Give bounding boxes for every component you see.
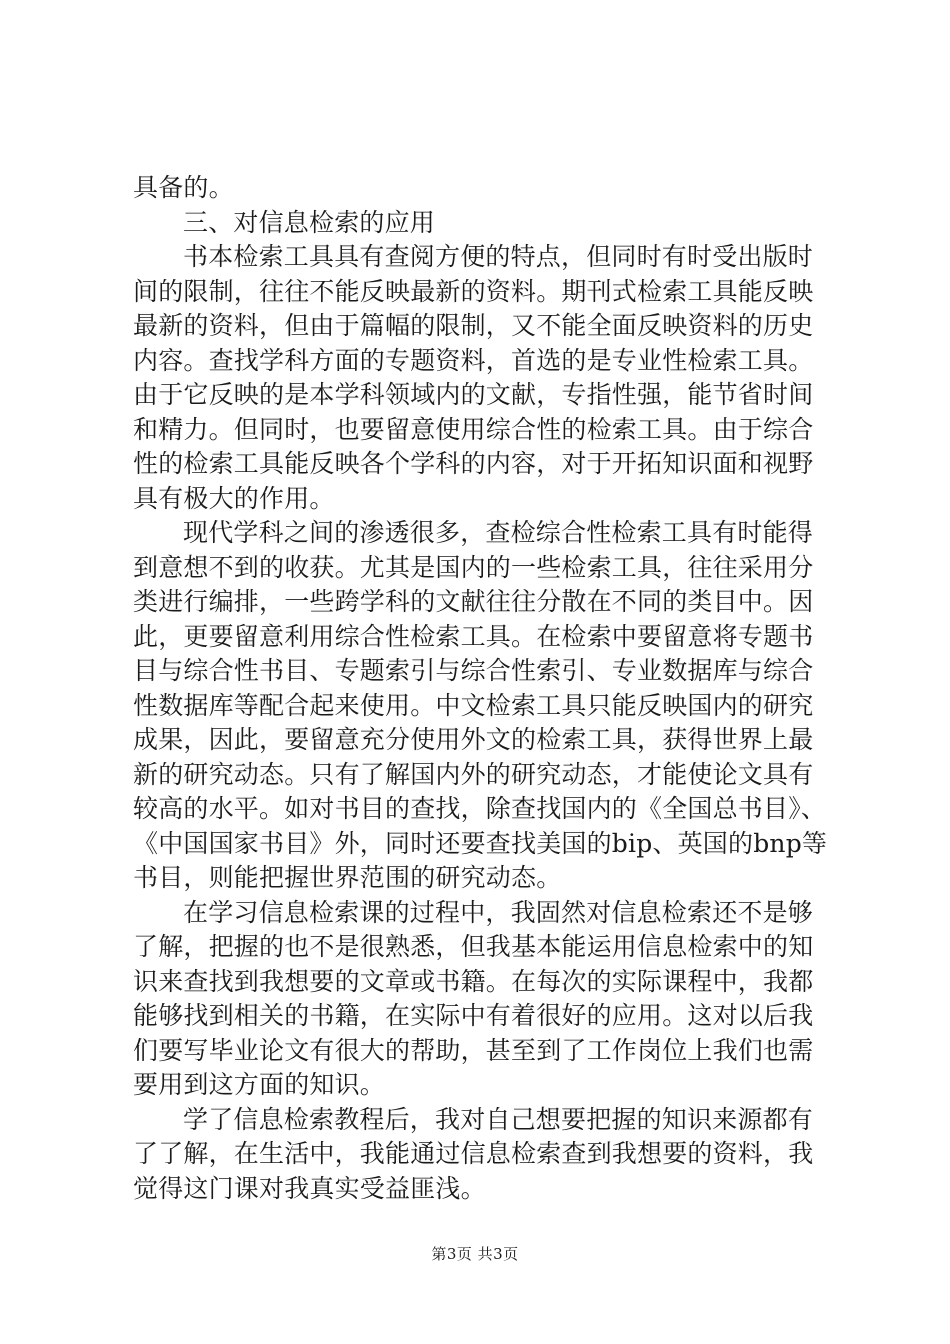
text-line: 和精力。但同时，也要留意使用综合性的检索工具。由于综合 bbox=[133, 414, 814, 444]
text-line: 到意想不到的收获。尤其是国内的一些检索工具，往往采用分 bbox=[133, 552, 814, 582]
text-line: 具备的。 bbox=[133, 173, 234, 202]
text-line: 较高的水平。如对书目的查找，除查找国内的《全国总书目》、 bbox=[133, 794, 827, 823]
text-line: 类进行编排，一些跨学科的文献往往分散在不同的类目中。因 bbox=[133, 587, 814, 616]
text-line: 《中国国家书目》外，同时还要查找美国的bip、英国的bnp等 bbox=[133, 828, 828, 858]
text-line: 目与综合性书目、专题索引与综合性索引、专业数据库与综合 bbox=[133, 656, 814, 685]
text-line: 学了信息检索教程后，我对自己想要把握的知识来源都有 bbox=[183, 1104, 814, 1134]
text-line: 新的研究动态。只有了解国内外的研究动态，才能使论文具有 bbox=[133, 759, 814, 789]
text-line: 成果，因此，要留意充分使用外文的检索工具，获得世界上最 bbox=[133, 725, 814, 754]
text-line: 具有极大的作用。 bbox=[133, 483, 335, 513]
text-line: 现代学科之间的渗透很多，查检综合性检索工具有时能得 bbox=[183, 518, 814, 547]
text-line: 由于它反映的是本学科领域内的文献，专指性强，能节省时间 bbox=[133, 380, 814, 409]
text-line: 性的检索工具能反映各个学科的内容，对于开拓知识面和视野 bbox=[133, 449, 814, 478]
text-line: 内容。查找学科方面的专题资料，首选的是专业性检索工具。 bbox=[133, 345, 814, 375]
page-footer: 第3页 共3页 bbox=[431, 1245, 519, 1263]
text-line: 要用到这方面的知识。 bbox=[133, 1070, 386, 1099]
text-line: 最新的资料，但由于篇幅的限制，又不能全面反映资料的历史 bbox=[133, 311, 814, 340]
text-line: 此，更要留意利用综合性检索工具。在检索中要留意将专题书 bbox=[133, 621, 814, 651]
document-body bbox=[133, 171, 833, 1206]
text-line: 性数据库等配合起来使用。中文检索工具只能反映国内的研究 bbox=[133, 690, 814, 720]
text-line: 书目，则能把握世界范围的研究动态。 bbox=[133, 863, 562, 892]
text-line: 了解，把握的也不是很熟悉，但我基本能运用信息检索中的知 bbox=[133, 932, 814, 961]
text-line: 识来查找到我想要的文章或书籍。在每次的实际课程中，我都 bbox=[133, 966, 814, 996]
text-line: 三、对信息检索的应用 bbox=[183, 207, 436, 237]
text-line: 书本检索工具具有查阅方便的特点，但同时有时受出版时 bbox=[183, 242, 814, 271]
text-line: 间的限制，往往不能反映最新的资料。期刊式检索工具能反映 bbox=[133, 276, 814, 306]
text-line: 能够找到相关的书籍，在实际中有着很好的应用。这对以后我 bbox=[133, 1001, 814, 1030]
text-line: 觉得这门课对我真实受益匪浅。 bbox=[133, 1173, 486, 1203]
text-line: 了了解，在生活中，我能通过信息检索查到我想要的资料，我 bbox=[133, 1139, 814, 1168]
text-line: 在学习信息检索课的过程中，我固然对信息检索还不是够 bbox=[183, 897, 814, 927]
text-line: 们要写毕业论文有很大的帮助，甚至到了工作岗位上我们也需 bbox=[133, 1035, 814, 1065]
